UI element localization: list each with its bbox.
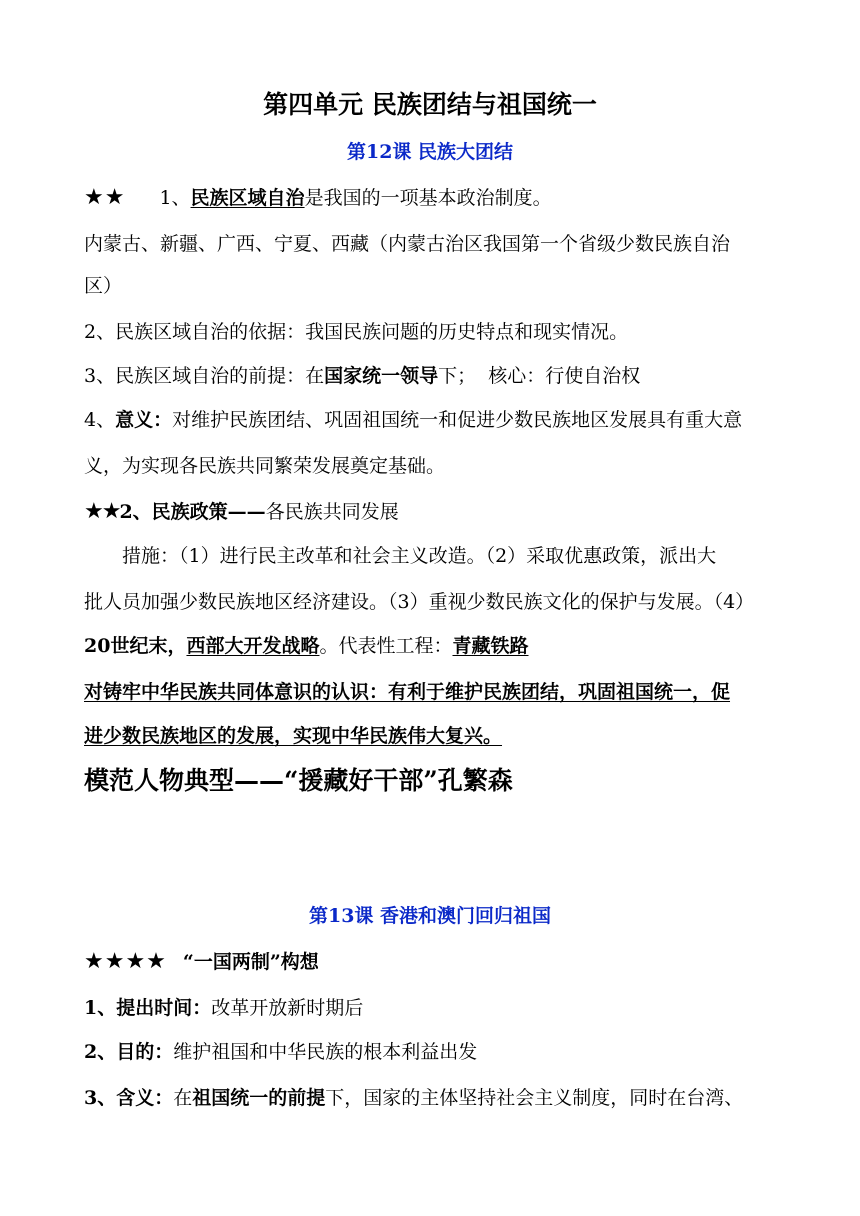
star-rating-icon: ★★★★ — [84, 949, 167, 974]
key-term: 西部大开发战略 — [186, 635, 320, 657]
regions-line-1: 内蒙古、新疆、广西、宁夏、西藏（内蒙古治区我国第一个省级少数民族自治 — [84, 233, 731, 255]
key-term: 民族区域自治 — [190, 187, 305, 209]
paragraph-text: 对维护民族团结、巩固祖国统一和促进少数民族地区发展具有重大意 — [172, 409, 743, 431]
regions-line-2: 区） — [84, 275, 123, 297]
paragraph-text: 3、民族区域自治的前提：在 — [84, 365, 325, 387]
key-term: 青藏铁路 — [452, 635, 529, 657]
star-rating-icon: ★★ — [84, 185, 126, 210]
paragraph-text: 在 — [173, 1087, 193, 1109]
paragraph-text: 维护祖国和中华民族的根本利益出发 — [173, 1041, 478, 1063]
key-term: 20世纪末， — [84, 635, 187, 657]
model-figure-heading: 模范人物典型——“援藏好干部”孔繁森 — [84, 766, 513, 795]
key-term: 意义： — [115, 409, 173, 431]
item-3 — [84, 1086, 784, 1110]
paragraph-text: 下； 核心：行使自治权 — [438, 365, 641, 387]
unit-title: 第四单元 民族团结与祖国统一 — [263, 90, 597, 119]
paragraph-4-line-1 — [84, 408, 784, 432]
paragraph-3 — [84, 364, 784, 388]
key-term: 祖国统一的前提 — [192, 1087, 326, 1109]
item-number: 4、 — [84, 409, 116, 431]
item-number: 1、 — [159, 187, 191, 209]
key-term: 3、含义： — [84, 1087, 174, 1109]
paragraph-text: 。代表性工程： — [319, 635, 453, 657]
section-heading: “一国两制”构想 — [182, 951, 319, 973]
consciousness-line-1: 对铸牢中华民族共同体意识的认识：有利于维护民族团结，巩固祖国统一，促 — [84, 681, 731, 703]
paragraph-text: 是我国的一项基本政治制度。 — [304, 187, 552, 209]
paragraph-1 — [84, 186, 784, 210]
one-country-two-systems-heading — [84, 950, 784, 974]
key-term: 2、民族政策—— — [119, 501, 266, 523]
paragraph-text: 下，国家的主体坚持社会主义制度，同时在台湾、 — [325, 1087, 744, 1109]
paragraph-text: 各民族共同发展 — [265, 501, 399, 523]
key-term: 1、提出时间： — [84, 997, 212, 1019]
lesson-12-title: 第12课 民族大团结 — [346, 141, 514, 163]
star-rating-icon: ★★ — [84, 499, 120, 524]
item-1 — [84, 996, 784, 1020]
paragraph-text: 改革开放新时期后 — [211, 997, 364, 1019]
item-2 — [84, 1040, 784, 1064]
lesson-13-title: 第13课 香港和澳门回归祖国 — [308, 905, 552, 927]
key-term: 国家统一领导 — [324, 365, 439, 387]
paragraph-4-line-2: 义，为实现各民族共同繁荣发展奠定基础。 — [84, 455, 446, 477]
paragraph-5 — [84, 500, 784, 524]
measures-line-3 — [84, 634, 784, 658]
measures-line-1: 措施：（1）进行民主改革和社会主义改造。（2）采取优惠政策，派出大 — [122, 545, 717, 567]
consciousness-line-2: 进少数民族地区的发展，实现中华民族伟大复兴。 — [84, 725, 503, 747]
paragraph-2: 2、民族区域自治的依据：我国民族问题的历史特点和现实情况。 — [84, 321, 629, 343]
measures-line-2: 批人员加强少数民族地区经济建设。（3）重视少数民族文化的保护与发展。（4） — [84, 591, 755, 613]
key-term: 2、目的： — [84, 1041, 174, 1063]
